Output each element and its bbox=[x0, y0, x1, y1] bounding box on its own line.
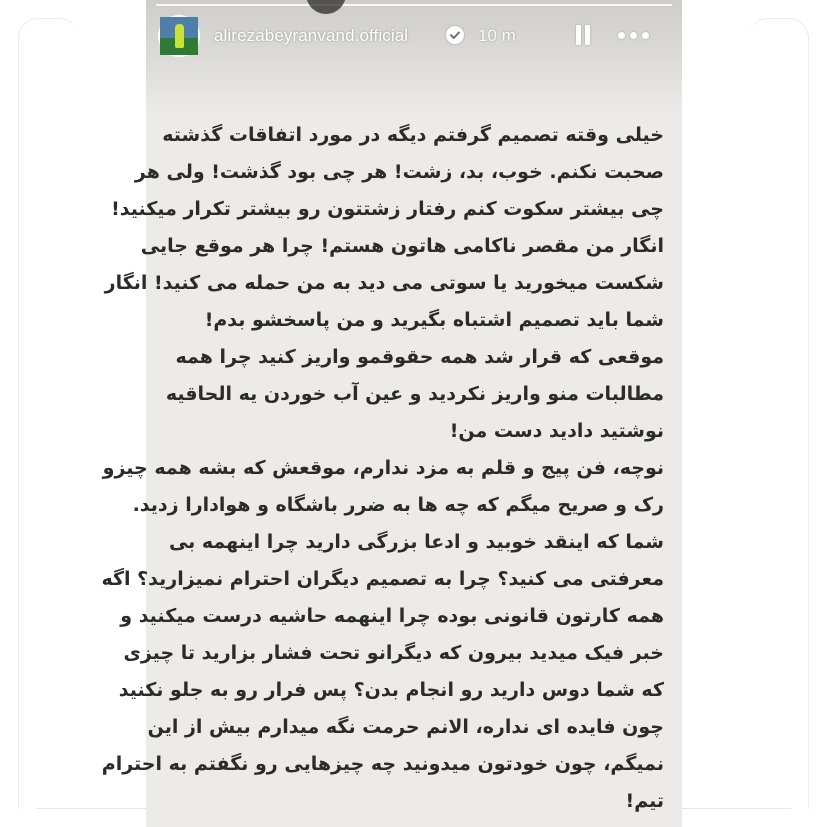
story-text-line: انگار من مقصر ناکامی هاتون هستم! چرا هر موقع جایی bbox=[140, 235, 664, 257]
story-progress-bar bbox=[156, 4, 672, 6]
profile-avatar[interactable] bbox=[158, 15, 200, 57]
story-text-line: رک و صریح میگم که چه ها به ضرر باشگاه و هوادارا زدید. bbox=[132, 494, 664, 516]
more-options-icon[interactable] bbox=[618, 32, 652, 40]
story-text-line: تیم! bbox=[625, 790, 664, 812]
previous-story-card[interactable] bbox=[18, 18, 79, 809]
story-text-line: همه کارتون قانونی بوده چرا اینهمه حاشیه درست میکنید و bbox=[120, 605, 664, 627]
username-link[interactable]: alirezabeyranvand.official bbox=[214, 26, 409, 45]
story-text-line: شما که اینقد خوبید و ادعا بزرگی دارید چرا اینهمه بی bbox=[168, 531, 664, 553]
story-text-line: چی بیشتر سکوت کنم رفتار زشتتون رو بیشتر تکرار میکنید! bbox=[111, 198, 664, 220]
story-text-line: شکست میخورید یا سوتی می دید به من حمله می کنید! انگار bbox=[104, 272, 664, 294]
story-text-body bbox=[101, 117, 664, 820]
story-text-line: چون فایده ای نداره، الانم حرمت نگه میدارم بیش از این bbox=[147, 716, 664, 738]
story-text-line: مطالبات منو واریز نکردید و عین آب خوردن یه الحاقیه bbox=[165, 383, 664, 405]
story-text-line: معرفتی می کنید؟ چرا به تصمیم دیگران احترام نمیزارید؟ اگه bbox=[101, 568, 664, 590]
story-text-line: نمیگم، چون خودتون میدونید چه چیزهایی رو نگفتم به احترام bbox=[101, 753, 664, 775]
pause-bar-right bbox=[585, 25, 590, 45]
story-text-line: خبر فیک میدید بیرون که دیگرانو تحت فشار بزارید تا چیزی bbox=[123, 642, 664, 664]
story-frame[interactable] bbox=[101, 0, 682, 827]
story-text-line: شما باید تصمیم اشتباه بگیرید و من پاسخشو بدم! bbox=[204, 309, 664, 331]
verified-badge-icon bbox=[446, 26, 464, 44]
more-dot bbox=[642, 32, 649, 39]
story-timestamp: 10 m bbox=[478, 26, 516, 45]
story-text-line: نوچه، فن پیج و قلم به مزد ندارم، موقعش که بشه همه چیزو bbox=[102, 457, 664, 479]
story-text-line: نوشتید دادید دست من! bbox=[449, 420, 664, 442]
story-header bbox=[146, 12, 682, 62]
next-story-card[interactable] bbox=[748, 18, 809, 809]
more-dot bbox=[618, 32, 625, 39]
pause-icon[interactable] bbox=[574, 25, 592, 45]
story-text-line: خیلی وقته تصمیم گرفتم دیگه در مورد اتفاقات گذشته bbox=[162, 124, 664, 146]
story-text-line: صحبت نکنم. خوب، بد، زشت! هر چی بود گذشت! ولی هر bbox=[134, 161, 664, 183]
story-text-line: که شما دوس دارید رو انجام بدن؟ پس فرار رو به جلو نکنید bbox=[118, 679, 664, 701]
more-dot bbox=[630, 32, 637, 39]
avatar-figure bbox=[175, 24, 184, 48]
story-text-line: موقعی که قرار شد همه حقوقمو واریز کنید چرا همه bbox=[175, 346, 664, 368]
pause-bar-left bbox=[576, 25, 581, 45]
